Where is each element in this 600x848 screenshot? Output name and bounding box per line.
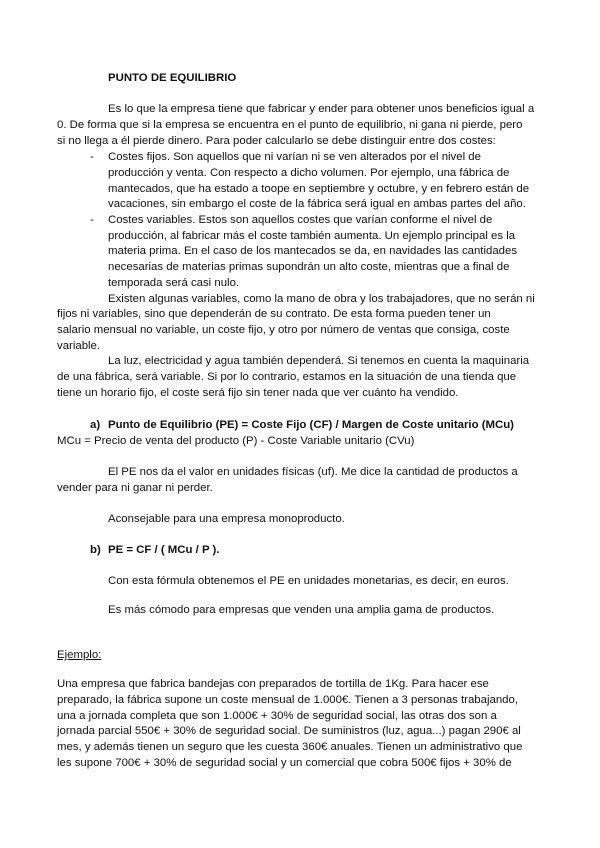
text-line: si no llega a él pierde dinero. Para poder calcularlo se debe distinguir entre dos costes: — [57, 135, 496, 147]
text-line: mantecados, que ha estado a toope en septiembre y octubre, y en febrero están de — [108, 183, 530, 195]
monoproducto-note: Aconsejable para una empresa monoproducto. — [108, 513, 345, 525]
bullet-marker: - — [90, 151, 94, 163]
formula-b-text: PE = CF / ( MCu / P ). — [108, 544, 220, 556]
pe-money-note: Con esta fórmula obtenemos el PE en unidades monetarias, es decir, en euros. — [108, 575, 509, 587]
text-line: vender para ni ganar ni perder. — [57, 482, 213, 494]
text-line: jornada parcial 550€ + 30% de seguridad social. De suministros (luz, agua...) pagan 290€ al — [57, 725, 521, 737]
mcu-definition: MCu = Precio de venta del producto (P) - Coste Variable unitario (CVu) — [57, 435, 415, 447]
text-line: temporada será casi nulo. — [108, 277, 240, 289]
text-line: Costes variables. Estos son aquellos costes que varían conforme el nivel de — [108, 214, 493, 226]
text-line: materia prima. En el caso de los mantecados se da, en navidades las cantidades — [108, 245, 518, 257]
text-line: Una empresa que fabrica bandejas con preparados de tortilla de 1Kg. Para hacer ese — [57, 678, 489, 690]
bullet-marker: - — [90, 214, 94, 226]
text-line: producción y venta. Con respecto a dicho volumen. Por ejemplo, una fábrica de — [108, 167, 510, 179]
formula-a-text: Punto de Equilibrio (PE) = Coste Fijo (CF) / Margen de Coste unitario (MCu) — [108, 419, 514, 431]
document-title: PUNTO DE EQUILIBRIO — [108, 72, 237, 84]
formula-a-label: a) — [90, 419, 101, 431]
text-line: necesarias de materias primas supondrán un alto coste, mientras que a final de — [108, 261, 510, 273]
text-line: Existen algunas variables, como la mano de obra y los trabajadores, que no serán ni — [108, 293, 535, 305]
text-line: El PE nos da el valor en unidades físicas (uf). Me dice la cantidad de productos a — [108, 466, 518, 478]
text-line: les supone 700€ + 30% de seguridad social y un comercial que cobra 500€ fijos + 30% de — [57, 757, 512, 769]
text-line: mes, y además tienen un seguro que les cuesta 360€ anuales. Tienen un administrativo que — [57, 741, 523, 753]
text-line: 0. De forma que si la empresa se encuentra en el punto de equilibrio, ni gana ni pierde, pero — [57, 119, 523, 131]
text-line: salario mensual no variable, un coste fijo, y otro por número de ventas que consiga, coste — [57, 324, 510, 336]
text-line: vacaciones, sin embargo el coste de la fábrica será igual en ambas partes del año. — [108, 198, 526, 210]
example-heading: Ejemplo: — [57, 649, 102, 661]
text-line: variable. — [57, 340, 101, 352]
comodo-note: Es más cómodo para empresas que venden una amplia gama de productos. — [108, 604, 495, 616]
text-line: tiene un horario fijo, el coste será fijo sin tener nada que ver cuánto ha vendido. — [57, 387, 459, 399]
text-line: una a jornada completa que son 1.000€ + 30% de seguridad social, las otras dos son a — [57, 710, 497, 722]
text-line: Es lo que la empresa tiene que fabricar y ender para obtener unos beneficios igual a — [108, 103, 535, 115]
text-line: Costes fijos. Son aquellos que ni varían ni se ven alterados por el nivel de — [108, 151, 481, 163]
text-line: producción, al fabricar más el coste también aumenta. Un ejemplo principal es la — [108, 230, 516, 242]
formula-b-label: b) — [90, 544, 101, 556]
text-line: de una fábrica, será variable. Si por lo contrario, estamos en la situación de una tienda que — [57, 371, 517, 383]
text-line: preparado, la fábrica supone un coste mensual de 1.000€. Tienen a 3 personas trabajando, — [57, 694, 519, 706]
text-line: La luz, electricidad y agua también dependerá. Si tenemos en cuenta la maquinaria — [108, 355, 530, 367]
text-line: fijos ni variables, sino que dependerán de su contrato. De esta forma pueden tener un — [57, 308, 491, 320]
